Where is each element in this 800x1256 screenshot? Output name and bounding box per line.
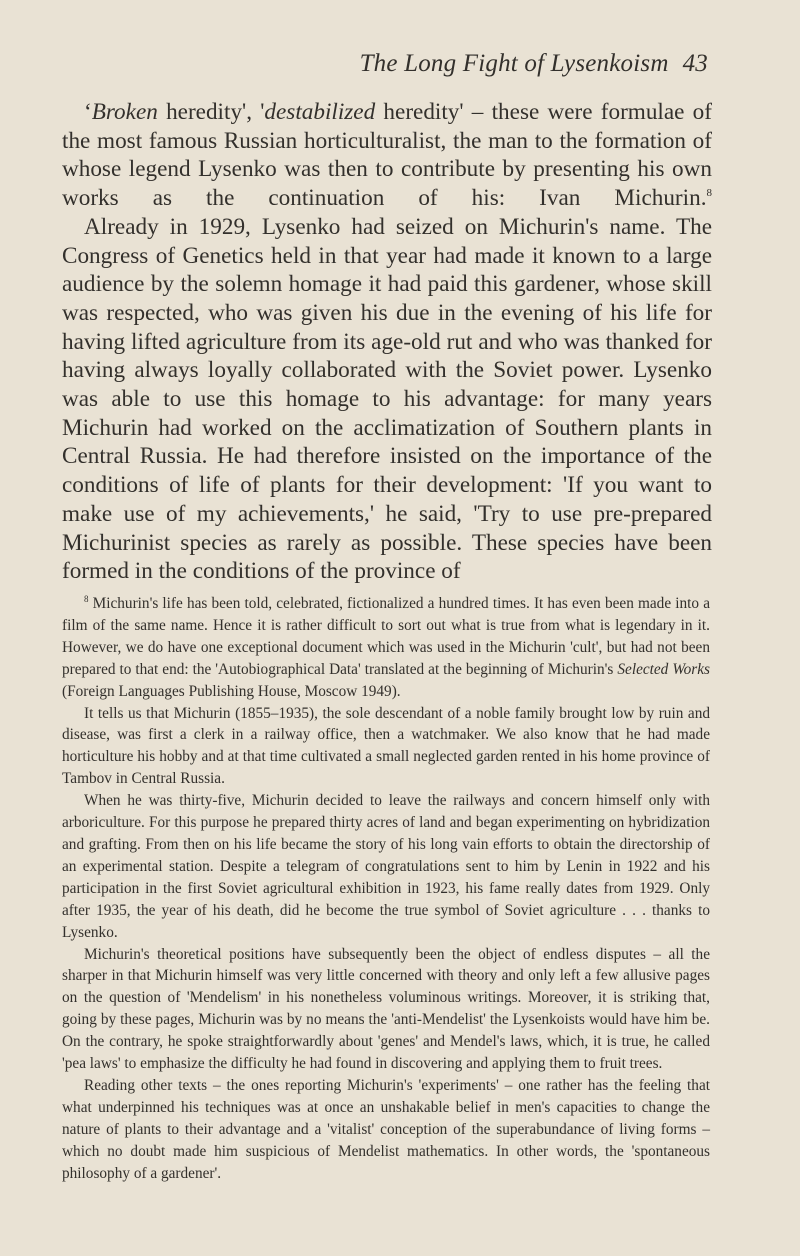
footnote-paragraph-2: It tells us that Michurin (1855–1935), the sole descendant of a noble family brought low by ruin and disease, was first a clerk in a railway office, then a watchmaker. We also know that he had made horticulture his hobby and at that time cultivated a small neglected garden rented in his home province of Tambov in Central Russia. <box>62 704 710 788</box>
paragraph-1: ‘Broken heredity', 'destabilized heredity' – these were formulae of the most famous Russian horticulturalist, the man to the formation of whose legend Lysenko was then to contribute by presenting his own works as the continuation of his: Ivan Michurin.$^8$ <box>62 99 712 212</box>
footnote-paragraph-1: $^8$ Michurin's life has been told, celebrated, fictionalized a hundred times. It has even been made into a film of the same name. Hence it is rather difficult to sort out what is true from what is legendary in it. However, we do have one exceptional document which was used in the Michurin 'cult', but had not been prepared to that end: the 'Autobiographical Data' translated at the beginning of Michurin's Selected Works (Foreign Languages Publishing House, Moscow 1949). <box>62 594 710 700</box>
footnote-paragraph-3: When he was thirty-five, Michurin decided to leave the railways and concern himself only with arboriculture. For this purpose he prepared thirty acres of land and began experimenting on hybridization and grafting. From then on his life became the story of his long vain efforts to obtain the directorship of an experimental station. Despite a telegram of congratulations sent to him by Lenin in 1922 and his participation in the first Soviet agricultural exhibition in 1923, his fame really dates from 1929. Only after 1935, the year of his death, did he become the true symbol of Soviet agriculture . . . thanks to Lysenko. <box>62 792 710 941</box>
book-title: Selected Works <box>617 660 710 678</box>
term-destabilized: destabilized <box>264 99 376 125</box>
page-number: 43 <box>682 50 708 77</box>
paragraph-2: Already in 1929, Lysenko had seized on Michurin's name. The Congress of Genetics held in that year had made it known to a large audience by the solemn homage it had paid this gardener, whose skill was respected, who was given his due in the evening of his life for having lifted agriculture from its age-old rut and who was thanked for having always loyally collaborated with the Soviet power. Lysenko was able to use this homage to his advantage: for many years Michurin had worked on the acclimatization of Southern plants in Central Russia. He had therefore insisted on the importance of the conditions of life of plants for their development: 'If you want to make use of my achievements,' he said, 'Try to use pre-prepared Michurinist species as rarely as possible. These species have been formed in the conditions of the province of <box>62 213 712 585</box>
footnote-paragraph-5: Reading other texts – the ones reporting Michurin's 'experiments' – one rather has the feeling that what underpinned his techniques was at once an unshakable belief in men's capacities to change the nature of plants to their advantage and a 'vitalist' conception of the superabundance of living forms – which no doubt made him suspicious of Mendelist mathematics. In other words, the 'spontaneous philosophy of a gardener'. <box>62 1076 710 1182</box>
footnote-number: 8 <box>84 594 89 604</box>
footnote-reference[interactable]: 8 <box>706 187 712 200</box>
term-broken: Broken <box>91 99 158 125</box>
running-head <box>360 50 708 78</box>
running-title: The Long Fight of Lysenkoism <box>359 50 669 77</box>
footnote-paragraph-4: Michurin's theoretical positions have subsequently been the object of endless disputes – all the sharper in that Michurin himself was very little concerned with theory and only left a few allusive pages on the question of 'Mendelism' in his nonetheless voluminous writings. Moreover, it is striking that, going by these pages, Michurin was by no means the 'anti-Mendelist' the Lysenkoists would have him be. On the contrary, he spoke straightforwardly about 'genes' and Mendel's laws, which, it is true, he called 'pea laws' to emphasize the difficulty he had found in discovering and applying them to fruit trees. <box>62 945 710 1073</box>
body-text <box>62 98 712 586</box>
footnote-block <box>62 593 710 1184</box>
